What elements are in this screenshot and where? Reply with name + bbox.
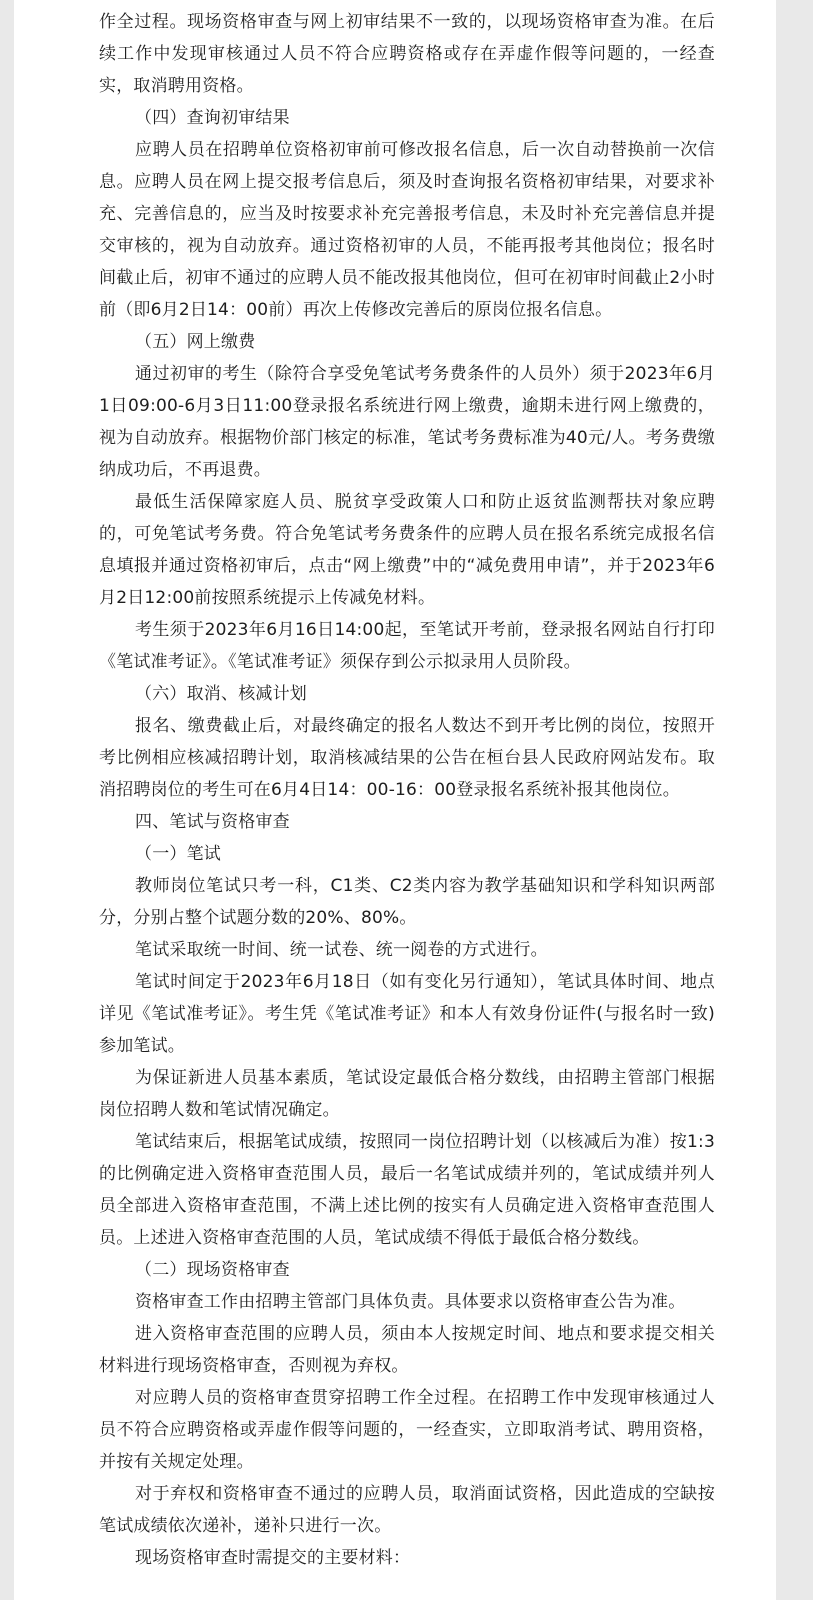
paragraph: 为保证新进人员基本素质，笔试设定最低合格分数线，由招聘主管部门根据岗位招聘人数和笔试情况确定。	[99, 1068, 715, 1120]
paragraph: 教师岗位笔试只考一科，C1类、C2类内容为教学基础知识和学科知识两部分，分别占整个试题分数的20%、80%。	[99, 876, 715, 928]
paragraph: 对于弃权和资格审查不通过的应聘人员，取消面试资格，因此造成的空缺按笔试成绩依次递补，递补只进行一次。	[99, 1484, 715, 1536]
paragraph: 笔试时间定于2023年6月18日（如有变化另行通知），笔试具体时间、地点详见《笔试准考证》。考生凭《笔试准考证》和本人有效身份证件(与报名时一致)参加笔试。	[99, 972, 715, 1056]
paragraph: 通过初审的考生（除符合享受免笔试考务费条件的人员外）须于2023年6月1日09:00-6月3日11:00登录报名系统进行网上缴费，逾期未进行网上缴费的，视为自动放弃。根据物价部门核定的标准，笔试考务费标准为40元/人。考务费缴纳成功后，不再退费。	[99, 364, 715, 480]
paragraph: 笔试采取统一时间、统一试卷、统一阅卷的方式进行。	[135, 940, 548, 960]
paragraph: 资格审查工作由招聘主管部门具体负责。具体要求以资格审查公告为准。	[135, 1292, 686, 1312]
paragraph: 进入资格审查范围的应聘人员，须由本人按规定时间、地点和要求提交相关材料进行现场资格审查，否则视为弃权。	[99, 1324, 715, 1376]
subheading-written-exam: （一）笔试	[135, 844, 221, 864]
document-page	[14, 0, 776, 1600]
subheading-cancel-plan: （六）取消、核减计划	[135, 684, 307, 704]
subheading-query-results: （四）查询初审结果	[135, 108, 290, 128]
paragraph: 作全过程。现场资格审查与网上初审结果不一致的，以现场资格审查为准。在后续工作中发现审核通过人员不符合应聘资格或存在弄虚作假等问题的，一经查实，取消聘用资格。	[99, 12, 715, 96]
subheading-onsite-review: （二）现场资格审查	[135, 1260, 290, 1280]
paragraph: 现场资格审查时需提交的主要材料：	[135, 1548, 411, 1568]
subheading-online-payment: （五）网上缴费	[135, 332, 256, 352]
document-content	[99, 6, 715, 1574]
paragraph: 最低生活保障家庭人员、脱贫享受政策人口和防止返贫监测帮扶对象应聘的，可免笔试考务费。符合免笔试考务费条件的应聘人员在报名系统完成报名信息填报并通过资格初审后，点击“网上缴费”中的“减免费用申请”，并于2023年6月2日12:00前按照系统提示上传减免材料。	[99, 492, 715, 608]
paragraph: 考生须于2023年6月16日14:00起，至笔试开考前，登录报名网站自行打印《笔试准考证》。《笔试准考证》须保存到公示拟录用人员阶段。	[99, 620, 715, 672]
paragraph: 对应聘人员的资格审查贯穿招聘工作全过程。在招聘工作中发现审核通过人员不符合应聘资格或弄虚作假等问题的，一经查实，立即取消考试、聘用资格，并按有关规定处理。	[99, 1388, 715, 1472]
paragraph: 笔试结束后，根据笔试成绩，按照同一岗位招聘计划（以核减后为准）按1:3的比例确定进入资格审查范围人员，最后一名笔试成绩并列的，笔试成绩并列人员全部进入资格审查范围，不满上述比例的按实有人员确定进入资格审查范围人员。上述进入资格审查范围的人员，笔试成绩不得低于最低合格分数线。	[99, 1132, 715, 1248]
paragraph: 应聘人员在招聘单位资格初审前可修改报名信息，后一次自动替换前一次信息。应聘人员在网上提交报考信息后，须及时查询报名资格初审结果，对要求补充、完善信息的，应当及时按要求补充完善报考信息，未及时补充完善信息并提交审核的，视为自动放弃。通过资格初审的人员，不能再报考其他岗位；报名时间截止后，初审不通过的应聘人员不能改报其他岗位，但可在初审时间截止2小时前（即6月2日14：00前）再次上传修改完善后的原岗位报名信息。	[99, 140, 715, 320]
paragraph: 报名、缴费截止后，对最终确定的报名人数达不到开考比例的岗位，按照开考比例相应核减招聘计划，取消核减结果的公告在桓台县人民政府网站发布。取消招聘岗位的考生可在6月4日14：00-16：00登录报名系统补报其他岗位。	[99, 716, 715, 800]
section-heading-exam-review: 四、笔试与资格审查	[135, 812, 290, 832]
